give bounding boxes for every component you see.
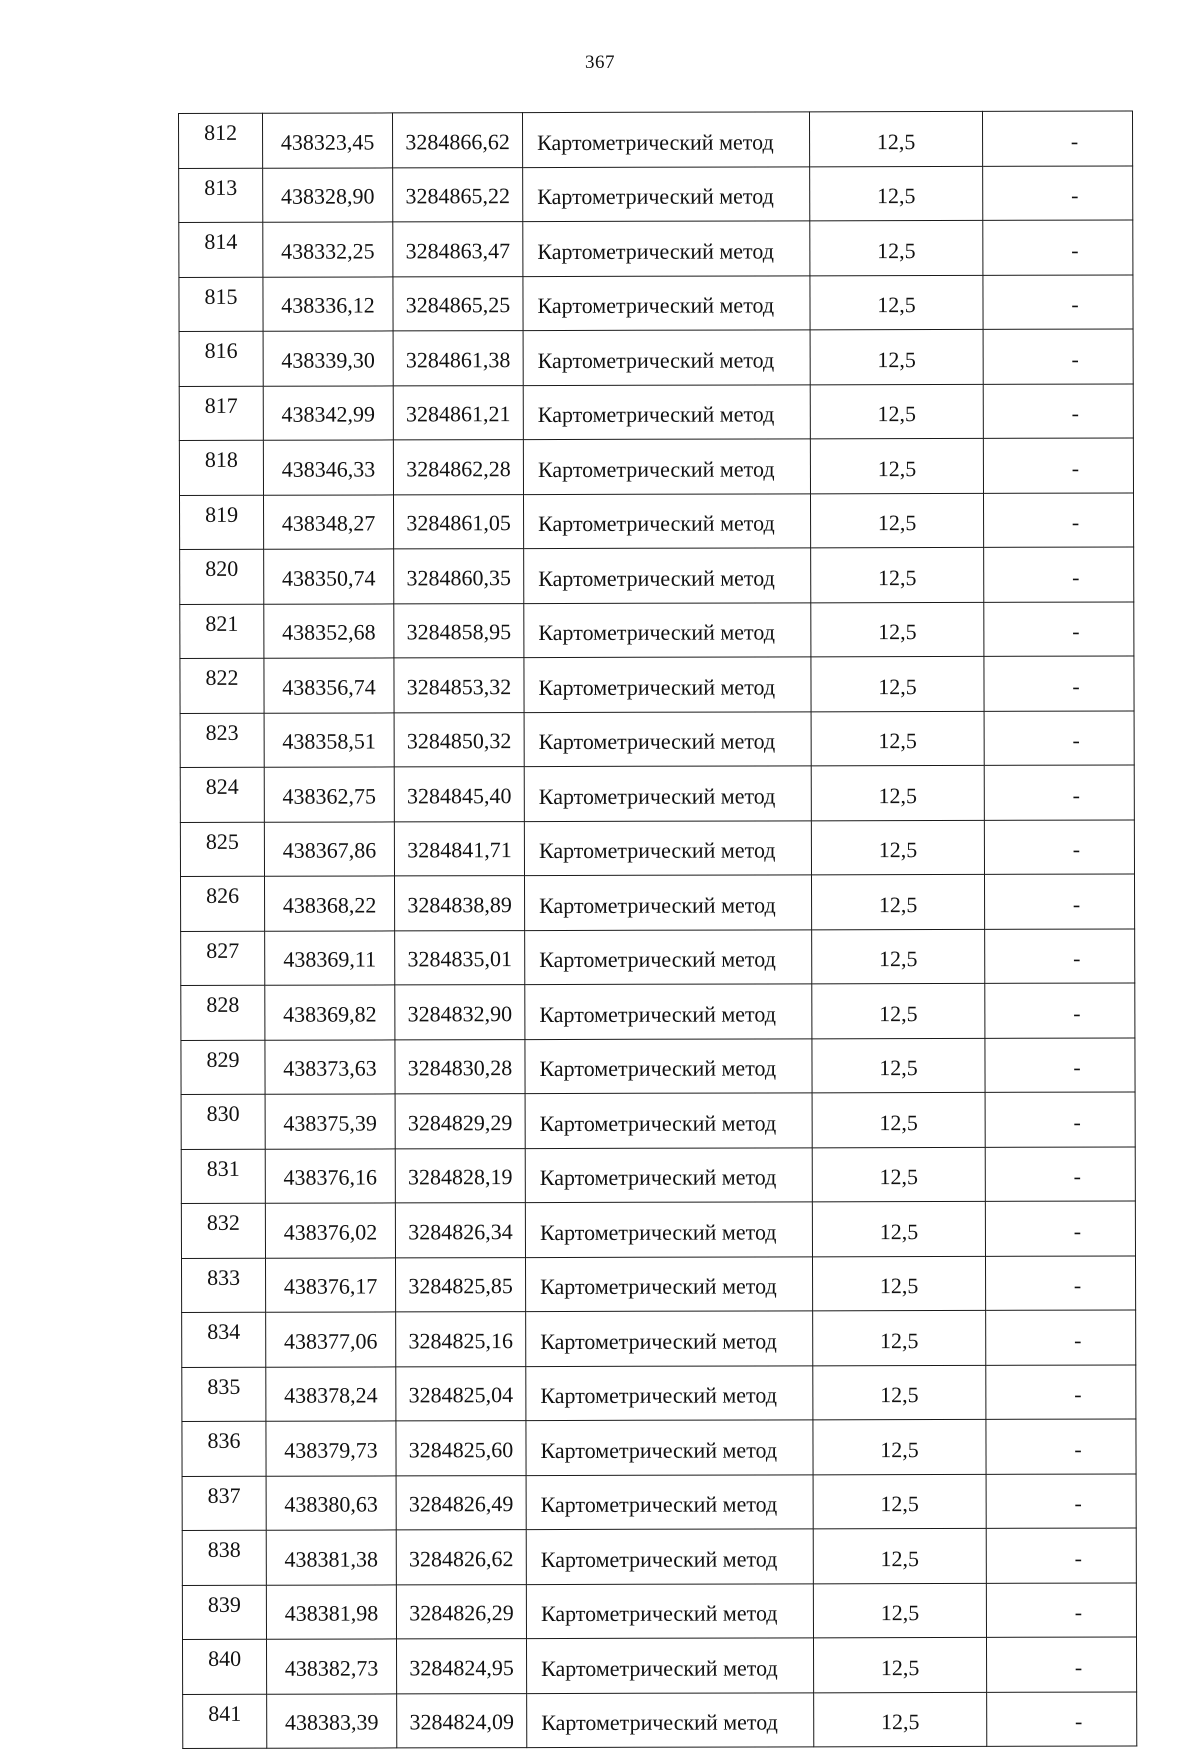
x-coordinate-cell: 438369,82 <box>265 985 395 1040</box>
y-coordinate-cell: 3284865,22 <box>393 167 523 222</box>
x-coordinate-cell: 438358,51 <box>264 712 394 767</box>
table-row <box>182 1528 1136 1585</box>
note-cell: - <box>985 928 1135 983</box>
point-number-cell: 835 <box>182 1367 266 1422</box>
y-coordinate-cell: 3284829,29 <box>395 1094 525 1149</box>
x-coordinate-cell: 438367,86 <box>264 821 394 876</box>
x-coordinate-cell: 438352,68 <box>264 603 394 658</box>
y-coordinate-cell: 3284865,25 <box>393 276 523 331</box>
y-coordinate-cell: 3284824,09 <box>397 1693 527 1748</box>
note-cell: - <box>984 874 1134 929</box>
method-cell: Картометрический метод <box>523 384 810 439</box>
note-cell: - <box>985 1201 1135 1256</box>
method-cell: Картометрический метод <box>525 1147 812 1202</box>
method-cell: Картометрический метод <box>524 548 811 603</box>
note-cell: - <box>987 1691 1137 1746</box>
table-row <box>182 1364 1136 1421</box>
table-row <box>181 1255 1135 1312</box>
accuracy-cell: 12,5 <box>812 1201 985 1256</box>
x-coordinate-cell: 438339,30 <box>263 331 393 386</box>
note-cell: - <box>983 438 1133 493</box>
accuracy-cell: 12,5 <box>812 1038 985 1093</box>
x-coordinate-cell: 438377,06 <box>266 1312 396 1367</box>
table-row <box>179 384 1133 441</box>
accuracy-cell: 12,5 <box>810 220 983 275</box>
y-coordinate-cell: 3284835,01 <box>395 930 525 985</box>
x-coordinate-cell: 438369,11 <box>265 930 395 985</box>
coordinates-table-body <box>179 111 1137 1748</box>
accuracy-cell: 12,5 <box>812 1256 985 1311</box>
note-cell: - <box>984 601 1134 656</box>
x-coordinate-cell: 438350,74 <box>264 549 394 604</box>
y-coordinate-cell: 3284826,49 <box>396 1475 526 1530</box>
y-coordinate-cell: 3284826,62 <box>396 1530 526 1585</box>
method-cell: Картометрический метод <box>524 820 811 875</box>
x-coordinate-cell: 438381,98 <box>266 1584 396 1639</box>
table-row <box>180 819 1134 876</box>
x-coordinate-cell: 438382,73 <box>266 1639 396 1694</box>
point-number-cell: 831 <box>181 1149 265 1204</box>
x-coordinate-cell: 438373,63 <box>265 1039 395 1094</box>
accuracy-cell: 12,5 <box>813 1474 986 1529</box>
accuracy-cell: 12,5 <box>812 929 985 984</box>
note-cell: - <box>983 220 1133 275</box>
method-cell: Картометрический метод <box>523 330 810 385</box>
table-row <box>183 1691 1137 1748</box>
note-cell: - <box>984 656 1134 711</box>
note-cell: - <box>984 547 1134 602</box>
x-coordinate-cell: 438375,39 <box>265 1094 395 1149</box>
table-row <box>179 166 1133 223</box>
accuracy-cell: 12,5 <box>810 275 983 330</box>
x-coordinate-cell: 438336,12 <box>263 276 393 331</box>
y-coordinate-cell: 3284832,90 <box>395 985 525 1040</box>
accuracy-cell: 12,5 <box>814 1692 987 1747</box>
method-cell: Картометрический метод <box>523 493 810 548</box>
point-number-cell: 826 <box>180 876 264 931</box>
note-cell: - <box>986 1528 1136 1583</box>
accuracy-cell: 12,5 <box>810 493 983 548</box>
x-coordinate-cell: 438332,25 <box>263 222 393 277</box>
accuracy-cell: 12,5 <box>811 547 984 602</box>
note-cell: - <box>986 1310 1136 1365</box>
method-cell: Картометрический метод <box>524 657 811 712</box>
note-cell: - <box>983 492 1133 547</box>
table-row <box>180 656 1134 713</box>
method-cell: Картометрический метод <box>523 439 810 494</box>
x-coordinate-cell: 438381,38 <box>266 1530 396 1585</box>
table-row <box>182 1582 1136 1639</box>
method-cell: Картометрический метод <box>525 984 812 1039</box>
note-cell: - <box>984 765 1134 820</box>
y-coordinate-cell: 3284825,04 <box>396 1366 526 1421</box>
point-number-cell: 833 <box>181 1258 265 1313</box>
y-coordinate-cell: 3284825,85 <box>395 1257 525 1312</box>
note-cell: - <box>985 983 1135 1038</box>
method-cell: Картометрический метод <box>526 1420 813 1475</box>
point-number-cell: 813 <box>179 168 263 223</box>
table-row <box>179 220 1133 277</box>
note-cell: - <box>985 1146 1135 1201</box>
accuracy-cell: 12,5 <box>812 1092 985 1147</box>
point-number-cell: 830 <box>181 1094 265 1149</box>
point-number-cell: 816 <box>179 331 263 386</box>
point-number-cell: 837 <box>182 1476 266 1531</box>
table-row <box>179 275 1133 332</box>
y-coordinate-cell: 3284825,16 <box>396 1312 526 1367</box>
y-coordinate-cell: 3284830,28 <box>395 1039 525 1094</box>
point-number-cell: 839 <box>182 1585 266 1640</box>
x-coordinate-cell: 438348,27 <box>263 494 393 549</box>
point-number-cell: 822 <box>180 658 264 713</box>
y-coordinate-cell: 3284841,71 <box>394 821 524 876</box>
x-coordinate-cell: 438376,17 <box>265 1257 395 1312</box>
point-number-cell: 836 <box>182 1421 266 1476</box>
accuracy-cell: 12,5 <box>810 438 983 493</box>
x-coordinate-cell: 438342,99 <box>263 385 393 440</box>
accuracy-cell: 12,5 <box>811 765 984 820</box>
method-cell: Картометрический метод <box>526 1529 813 1584</box>
method-cell: Картометрический метод <box>525 929 812 984</box>
point-number-cell: 815 <box>179 277 263 332</box>
y-coordinate-cell: 3284860,35 <box>394 549 524 604</box>
table-row <box>182 1419 1136 1476</box>
y-coordinate-cell: 3284845,40 <box>394 767 524 822</box>
x-coordinate-cell: 438380,63 <box>266 1475 396 1530</box>
accuracy-cell: 12,5 <box>813 1528 986 1583</box>
accuracy-cell: 12,5 <box>811 602 984 657</box>
point-number-cell: 821 <box>180 604 264 659</box>
table-row <box>179 438 1133 495</box>
point-number-cell: 834 <box>182 1312 266 1367</box>
method-cell: Картометрический метод <box>523 275 810 330</box>
accuracy-cell: 12,5 <box>813 1419 986 1474</box>
table-row <box>181 1092 1135 1149</box>
y-coordinate-cell: 3284828,19 <box>395 1148 525 1203</box>
point-number-cell: 841 <box>183 1694 267 1749</box>
table-row <box>180 874 1134 931</box>
point-number-cell: 840 <box>182 1639 266 1694</box>
method-cell: Картометрический метод <box>526 1365 813 1420</box>
table-row <box>179 329 1133 386</box>
y-coordinate-cell: 3284824,95 <box>396 1639 526 1694</box>
y-coordinate-cell: 3284850,32 <box>394 712 524 767</box>
accuracy-cell: 12,5 <box>811 820 984 875</box>
accuracy-cell: 12,5 <box>811 656 984 711</box>
accuracy-cell: 12,5 <box>813 1583 986 1638</box>
point-number-cell: 820 <box>180 549 264 604</box>
note-cell: - <box>984 710 1134 765</box>
x-coordinate-cell: 438376,16 <box>265 1148 395 1203</box>
table-row <box>182 1637 1136 1694</box>
note-cell: - <box>983 384 1133 439</box>
y-coordinate-cell: 3284861,38 <box>393 331 523 386</box>
accuracy-cell: 12,5 <box>809 111 982 166</box>
x-coordinate-cell: 438378,24 <box>266 1366 396 1421</box>
accuracy-cell: 12,5 <box>811 874 984 929</box>
method-cell: Картометрический метод <box>527 1692 814 1747</box>
method-cell: Картометрический метод <box>524 766 811 821</box>
note-cell: - <box>985 1037 1135 1092</box>
accuracy-cell: 12,5 <box>813 1310 986 1365</box>
method-cell: Картометрический метод <box>524 602 811 657</box>
accuracy-cell: 12,5 <box>812 1147 985 1202</box>
table-row <box>180 492 1134 549</box>
y-coordinate-cell: 3284853,32 <box>394 658 524 713</box>
y-coordinate-cell: 3284826,29 <box>396 1584 526 1639</box>
note-cell: - <box>985 1092 1135 1147</box>
table-row <box>182 1310 1136 1367</box>
method-cell: Картометрический метод <box>524 711 811 766</box>
point-number-cell: 825 <box>180 822 264 877</box>
point-number-cell: 829 <box>181 1040 265 1095</box>
y-coordinate-cell: 3284862,28 <box>393 440 523 495</box>
x-coordinate-cell: 438383,39 <box>267 1693 397 1748</box>
table-row <box>179 111 1133 168</box>
method-cell: Картометрический метод <box>523 166 810 221</box>
point-number-cell: 817 <box>179 386 263 441</box>
point-number-cell: 828 <box>181 985 265 1040</box>
method-cell: Картометрический метод <box>524 875 811 930</box>
x-coordinate-cell: 438346,33 <box>263 440 393 495</box>
note-cell: - <box>986 1419 1136 1474</box>
x-coordinate-cell: 438379,73 <box>266 1421 396 1476</box>
method-cell: Картометрический метод <box>525 1202 812 1257</box>
point-number-cell: 812 <box>179 113 263 168</box>
method-cell: Картометрический метод <box>525 1093 812 1148</box>
table-row <box>180 547 1134 604</box>
table-row <box>180 601 1134 658</box>
note-cell: - <box>986 1473 1136 1528</box>
point-number-cell: 819 <box>180 495 264 550</box>
point-number-cell: 814 <box>179 222 263 277</box>
note-cell: - <box>986 1582 1136 1637</box>
method-cell: Картометрический метод <box>526 1474 813 1529</box>
note-cell: - <box>983 166 1133 221</box>
coordinates-table <box>178 110 1137 1748</box>
point-number-cell: 823 <box>180 713 264 768</box>
note-cell: - <box>984 819 1134 874</box>
table-row <box>181 983 1135 1040</box>
x-coordinate-cell: 438323,45 <box>263 113 393 168</box>
point-number-cell: 818 <box>179 440 263 495</box>
accuracy-cell: 12,5 <box>813 1637 986 1692</box>
table-row <box>181 1037 1135 1094</box>
table-row <box>180 710 1134 767</box>
accuracy-cell: 12,5 <box>811 711 984 766</box>
y-coordinate-cell: 3284825,60 <box>396 1421 526 1476</box>
table-row <box>181 928 1135 985</box>
point-number-cell: 832 <box>181 1203 265 1258</box>
y-coordinate-cell: 3284826,34 <box>395 1203 525 1258</box>
table-row <box>181 1201 1135 1258</box>
table-row <box>181 1146 1135 1203</box>
point-number-cell: 838 <box>182 1530 266 1585</box>
x-coordinate-cell: 438362,75 <box>264 767 394 822</box>
method-cell: Картометрический метод <box>525 1038 812 1093</box>
accuracy-cell: 12,5 <box>813 1365 986 1420</box>
page-number: 367 <box>585 52 615 73</box>
y-coordinate-cell: 3284866,62 <box>393 113 523 168</box>
point-number-cell: 827 <box>181 931 265 986</box>
x-coordinate-cell: 438356,74 <box>264 658 394 713</box>
y-coordinate-cell: 3284858,95 <box>394 603 524 658</box>
method-cell: Картометрический метод <box>523 221 810 276</box>
method-cell: Картометрический метод <box>525 1256 812 1311</box>
accuracy-cell: 12,5 <box>810 384 983 439</box>
note-cell: - <box>983 329 1133 384</box>
method-cell: Картометрический метод <box>526 1638 813 1693</box>
accuracy-cell: 12,5 <box>812 983 985 1038</box>
y-coordinate-cell: 3284861,05 <box>393 494 523 549</box>
x-coordinate-cell: 438368,22 <box>264 876 394 931</box>
x-coordinate-cell: 438328,90 <box>263 167 393 222</box>
note-cell: - <box>986 1637 1136 1692</box>
method-cell: Картометрический метод <box>526 1583 813 1638</box>
y-coordinate-cell: 3284863,47 <box>393 222 523 277</box>
method-cell: Картометрический метод <box>526 1311 813 1366</box>
note-cell: - <box>985 1255 1135 1310</box>
table-row <box>180 765 1134 822</box>
accuracy-cell: 12,5 <box>810 329 983 384</box>
y-coordinate-cell: 3284861,21 <box>393 385 523 440</box>
method-cell: Картометрический метод <box>523 112 810 167</box>
accuracy-cell: 12,5 <box>810 166 983 221</box>
note-cell: - <box>982 111 1132 166</box>
point-number-cell: 824 <box>180 767 264 822</box>
table-row <box>182 1473 1136 1530</box>
note-cell: - <box>986 1364 1136 1419</box>
y-coordinate-cell: 3284838,89 <box>394 876 524 931</box>
note-cell: - <box>983 275 1133 330</box>
x-coordinate-cell: 438376,02 <box>265 1203 395 1258</box>
